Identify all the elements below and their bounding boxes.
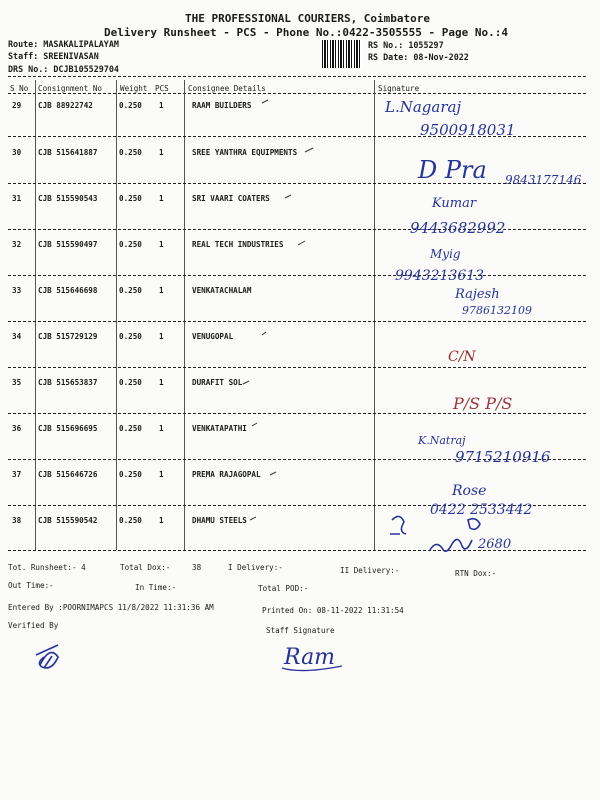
- col-header-pcs: PCS: [155, 84, 169, 93]
- row-sno: 30: [12, 148, 22, 157]
- row-sno: 34: [12, 332, 22, 341]
- signature-30-name: D Pra: [418, 156, 487, 184]
- total-runsheet: Tot. Runsheet:- 4: [8, 563, 86, 572]
- row-consignee: PREMA RAJAGOPAL: [192, 470, 261, 479]
- printed-on: Printed On: 08-11-2022 11:31:54: [262, 606, 404, 615]
- row-consignee: DHAMU STEELS: [192, 516, 247, 525]
- staff-signature-mark: Ram: [284, 645, 336, 670]
- signature-31-name: Kumar: [432, 196, 477, 211]
- out-time: Out Time:-: [8, 581, 54, 590]
- row-weight: 0.250: [119, 516, 142, 525]
- signature-36-name: K.Natraj: [418, 434, 466, 447]
- col-header-consignment: Consignment No: [38, 84, 103, 93]
- row-consignee: DURAFIT SOL: [192, 378, 243, 387]
- verified-by-label: Verified By: [8, 621, 59, 630]
- row-sno: 38: [12, 516, 22, 525]
- row-consignee: SRI VAARI COATERS: [192, 194, 270, 203]
- signature-29-phone: 9500918031: [420, 121, 516, 139]
- row-consignee: VENKATAPATHI: [192, 424, 247, 433]
- row-consignee: SREE YANTHRA EQUIPMENTS: [192, 148, 298, 157]
- rs-date: RS Date: 08-Nov-2022: [368, 52, 469, 62]
- signature-30-phone: 9843177146: [505, 173, 582, 187]
- row-pcs: 1: [159, 240, 164, 249]
- row-consignee: VENKATACHALAM: [192, 286, 252, 295]
- row-sno: 35: [12, 378, 22, 387]
- col-header-consignee: Consignee Details: [188, 84, 266, 93]
- row-consignment: CJB 515729129: [38, 332, 98, 341]
- ii-delivery: II Delivery:-: [340, 566, 400, 575]
- row-weight: 0.250: [119, 101, 142, 110]
- signature-32-phone: 9943213613: [395, 268, 485, 284]
- signature-35-text: P/S P/S: [453, 394, 513, 413]
- row-pcs: 1: [159, 101, 164, 110]
- i-delivery: I Delivery:-: [228, 563, 283, 572]
- row-pcs: 1: [159, 516, 164, 525]
- row-sno: 36: [12, 424, 22, 433]
- row-weight: 0.250: [119, 194, 142, 203]
- row-weight: 0.250: [119, 286, 142, 295]
- row-weight: 0.250: [119, 148, 142, 157]
- total-dox-value: 38: [192, 563, 202, 572]
- row-consignment: CJB 515641887: [38, 148, 98, 157]
- signature-37-phone: 0422 2533442: [430, 502, 533, 518]
- drs-number: DRS No.: DCJB105529704: [8, 64, 119, 74]
- row-pcs: 1: [159, 378, 164, 387]
- row-sno: 29: [12, 101, 22, 110]
- row-pcs: 1: [159, 286, 164, 295]
- col-header-sno: S No: [10, 84, 29, 93]
- signature-38-scribble: [390, 516, 480, 551]
- row-consignment: CJB 515696695: [38, 424, 98, 433]
- company-title: THE PROFESSIONAL COURIERS, Coimbatore: [185, 12, 431, 25]
- row-weight: 0.250: [119, 240, 142, 249]
- signature-36-phone: 9715210916: [455, 448, 551, 466]
- verified-signature: [36, 645, 58, 668]
- signature-33-phone: 9786132109: [462, 304, 532, 317]
- row-weight: 0.250: [119, 470, 142, 479]
- row-pcs: 1: [159, 194, 164, 203]
- row-weight: 0.250: [119, 332, 142, 341]
- row-consignee: RAAM BUILDERS: [192, 101, 252, 110]
- row-consignee: REAL TECH INDUSTRIES: [192, 240, 284, 249]
- row-pcs: 1: [159, 424, 164, 433]
- entered-by: Entered By :POORNIMAPCS 11/8/2022 11:31:36 AM: [8, 603, 214, 612]
- signature-31-phone: 9443682992: [410, 219, 506, 237]
- signature-37-name: Rose: [452, 483, 487, 499]
- row-consignment: CJB 515646726: [38, 470, 98, 479]
- row-pcs: 1: [159, 148, 164, 157]
- total-pod: Total POD:-: [258, 584, 309, 593]
- staff-signature-label: Staff Signature: [266, 626, 335, 635]
- total-dox-label: Total Dox:-: [120, 563, 171, 572]
- row-pcs: 1: [159, 470, 164, 479]
- row-sno: 37: [12, 470, 22, 479]
- route-label: Route: MASAKALIPALAYAM: [8, 39, 119, 49]
- row-consignee: VENUGOPAL: [192, 332, 234, 341]
- signature-38-phone: 2680: [478, 537, 512, 552]
- row-weight: 0.250: [119, 424, 142, 433]
- signature-34-text: C/N: [448, 349, 476, 365]
- row-consignment: CJB 515653837: [38, 378, 98, 387]
- row-pcs: 1: [159, 332, 164, 341]
- row-consignment: CJB 515646698: [38, 286, 98, 295]
- in-time: In Time:-: [135, 583, 177, 592]
- runsheet-subtitle: Delivery Runsheet - PCS - Phone No.:0422-3505555 - Page No.:4: [104, 26, 508, 39]
- row-sno: 32: [12, 240, 22, 249]
- signature-29-name: L.Nagaraj: [385, 98, 462, 116]
- row-consignment: CJB 515590542: [38, 516, 98, 525]
- signature-33-name: Rajesh: [455, 287, 500, 302]
- rtn-dox: RTN Dox:-: [455, 569, 497, 578]
- row-consignment: CJB 515590543: [38, 194, 98, 203]
- row-sno: 31: [12, 194, 22, 203]
- row-weight: 0.250: [119, 378, 142, 387]
- col-header-weight: Weight: [120, 84, 148, 93]
- signature-32-name: Myig: [430, 247, 461, 261]
- staff-label: Staff: SREENIVASAN: [8, 51, 99, 61]
- col-header-signature: Signature: [378, 84, 420, 93]
- row-consignment: CJB 515590497: [38, 240, 98, 249]
- rs-number: RS No.: 1055297: [368, 40, 444, 50]
- row-consignment: CJB 88922742: [38, 101, 93, 110]
- row-sno: 33: [12, 286, 22, 295]
